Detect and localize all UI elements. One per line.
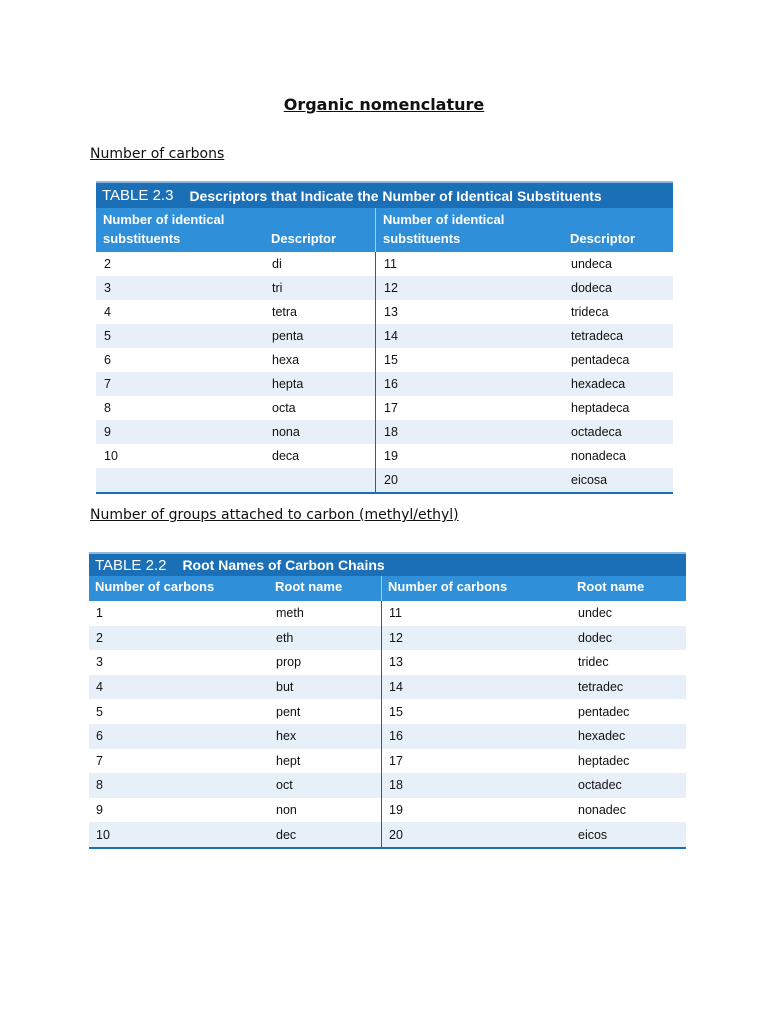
table-cell: 17 [375,396,563,420]
table-row [89,626,686,651]
table-cell: tetra [272,305,298,319]
table-row [96,372,673,396]
table-cell: 10 [104,449,118,463]
table-cell: 6 [96,729,103,744]
table-row [89,699,686,724]
section-heading-carbons: Number of carbons [90,146,225,162]
table-cell: nonadec [578,803,626,818]
document-title: Organic nomenclature [283,95,485,114]
table-cell: 8 [96,778,103,793]
table-cell: 15 [375,348,563,372]
table-cell: trideca [571,305,609,319]
table-cell: 4 [104,305,111,319]
table-cell: meth [276,606,304,621]
table-cell: heptadec [578,753,630,768]
table-cell: 9 [104,425,111,439]
table-row [96,396,673,420]
header-root-name-1: Root name [275,579,343,594]
table-row [96,468,673,492]
table-cell: nona [272,425,300,439]
table-cell: 16 [375,372,563,396]
table-cell: 20 [375,468,563,492]
table-cell: octadec [578,778,622,793]
table-cell: pent [276,704,301,719]
table-cell: eicosa [571,473,608,487]
table-row [96,444,673,468]
table-cell: dodeca [571,281,613,295]
table-cell: eicos [578,827,608,842]
section-heading-groups: Number of groups attached to carbon (methyl/ethyl) [90,507,459,523]
table-cell: 6 [104,353,111,367]
table-cell: di [272,257,282,271]
table-row [89,798,686,823]
table-cell: 2 [104,257,111,271]
table-cell: 17 [381,749,571,774]
root-names-table [89,552,686,849]
table-cell: 13 [375,300,563,324]
table-cell: 10 [96,827,110,842]
table-cell: nonadeca [571,449,626,463]
table-cell: 19 [381,798,571,823]
table-cell: 9 [96,803,103,818]
table-cell: 18 [381,773,571,798]
header-root-name-2: Root name [577,579,645,594]
table-caption: Root Names of Carbon Chains [182,557,385,573]
table-row [89,749,686,774]
table-cell: octa [272,401,296,415]
table-body [96,252,673,492]
table-cell: pentadeca [571,353,630,367]
table-cell: 2 [96,630,103,645]
table-cell: 19 [375,444,563,468]
table-row [89,822,686,847]
table-cell: pentadec [578,704,630,719]
table-row [96,348,673,372]
header-count-2: Number of identical substituents [375,208,563,252]
descriptors-table [96,181,673,494]
table-cell: 7 [104,377,111,391]
table-cell: 13 [381,650,571,675]
table-cell: 5 [96,704,103,719]
table-cell: 12 [381,626,571,651]
header-carbons-1: Number of carbons [95,579,215,594]
table-caption: Descriptors that Indicate the Number of Identical Substituents [189,187,602,204]
table-cell: dec [276,827,297,842]
table-cell: 4 [96,680,103,695]
table-cell: octadeca [571,425,622,439]
table-cell: 18 [375,420,563,444]
table-cell: prop [276,655,302,670]
table-cell: 11 [375,252,563,276]
table-cell: 3 [104,281,111,295]
table-cell: deca [272,449,300,463]
table-row [96,276,673,300]
table-header-row [96,208,673,252]
table-cell: eth [276,630,294,645]
table-cell: 1 [96,606,103,621]
table-cell: heptadeca [571,401,630,415]
table-cell: hexadec [578,729,626,744]
table-cell: hept [276,753,301,768]
table-row [89,675,686,700]
header-descriptor-1: Descriptor [271,231,337,246]
table-cell: 5 [104,329,111,343]
table-cell: hexadeca [571,377,626,391]
table-cell: hepta [272,377,304,391]
table-cell: 15 [381,699,571,724]
table-cell: penta [272,329,304,343]
table-cell: but [276,680,294,695]
table-title-bar [89,552,686,576]
table-row [89,650,686,675]
table-row [89,724,686,749]
table-title-bar [96,181,673,208]
header-descriptor-2: Descriptor [570,231,636,246]
table-cell: undeca [571,257,613,271]
table-cell: hex [276,729,297,744]
table-cell: 3 [96,655,103,670]
table-row [96,420,673,444]
table-cell: tetradeca [571,329,624,343]
table-cell: tri [272,281,283,295]
table-cell: 16 [381,724,571,749]
table-cell: 11 [381,601,571,626]
table-cell [264,468,375,492]
table-number: TABLE 2.2 [95,556,167,574]
header-carbons-2: Number of carbons [381,576,571,601]
table-row [89,773,686,798]
table-body [89,601,686,847]
table-number: TABLE 2.3 [102,187,174,204]
table-cell: 7 [96,753,103,768]
table-cell [96,468,264,492]
table-cell: oct [276,778,293,793]
header-count-1: Number of identical substituents [103,212,225,246]
table-cell: 14 [381,675,571,700]
table-header-row [89,576,686,601]
table-cell: 20 [381,822,571,847]
table-cell: dodec [578,630,613,645]
table-cell: 12 [375,276,563,300]
table-row [96,324,673,348]
table-row [96,300,673,324]
table-cell: undec [578,606,613,621]
table-cell: tetradec [578,680,624,695]
table-cell: hexa [272,353,300,367]
table-cell: 8 [104,401,111,415]
table-cell: 14 [375,324,563,348]
table-cell: non [276,803,297,818]
table-row [89,601,686,626]
table-cell: tridec [578,655,609,670]
table-row [96,252,673,276]
